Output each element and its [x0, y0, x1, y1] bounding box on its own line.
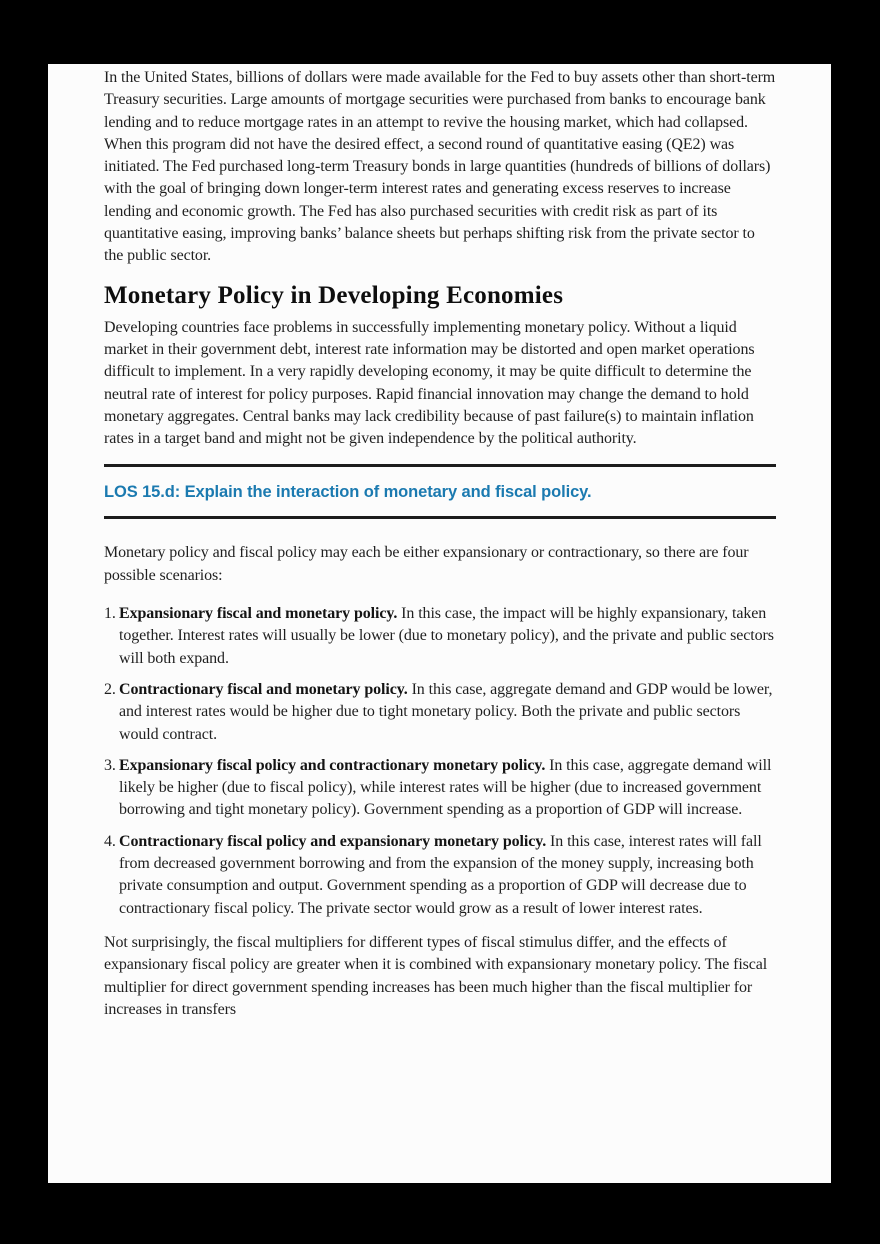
divider-above-los	[104, 464, 776, 467]
list-item-scenario-1	[104, 603, 776, 670]
list-item-body	[119, 679, 776, 746]
paragraph-developing-countries: Developing countries face problems in successfully implementing monetary policy. Without a liquid market in their government debt, interest rate information may be distorted and open market operations difficult to implement. In a very rapidly developing economy, it may be quite difficult to determine the neutral rate of interest for policy purposes. Rapid financial innovation may change the demand to hold monetary aggregates. Central banks may lack credibility because of past failure(s) to maintain inflation rates in a target band and might not be given independence by the political authority.	[104, 318, 755, 448]
list-item-lead: Contractionary fiscal and monetary policy.	[119, 680, 408, 698]
list-item-lead: Expansionary fiscal and monetary policy.	[119, 605, 398, 623]
list-item-number: 1.	[104, 605, 116, 623]
list-item-text: In this case, aggregate demand and GDP would be lower, and interest rates would be higher due to tight monetary policy. Both the private and public sectors would contract.	[119, 680, 773, 743]
list-item-number: 4.	[104, 832, 116, 850]
paragraph-scenarios-intro: Monetary policy and fiscal policy may each be either expansionary or contractionary, so there are four possible scenarios:	[104, 544, 749, 584]
list-item-lead: Contractionary fiscal policy and expansionary monetary policy.	[119, 832, 547, 850]
paragraph-fiscal-multipliers: Not surprisingly, the fiscal multipliers for different types of fiscal stimulus differ, and the effects of expansionary fiscal policy are greater when it is combined with expansionary monetary policy. The fiscal multiplier for direct government spending increases has been much higher than the fiscal multiplier for increases in transfers	[104, 933, 768, 1018]
list-item-body	[119, 755, 776, 822]
list-item-scenario-3	[104, 755, 776, 822]
section-heading-developing-economies: Monetary Policy in Developing Economies	[104, 281, 564, 309]
list-item-text: In this case, the impact will be highly expansionary, taken together. Interest rates will usually be lower (due to monetary policy), and the private and public sectors will both expand.	[119, 605, 774, 667]
document-page	[48, 64, 831, 1183]
divider-below-los	[104, 516, 776, 519]
list-item-body	[119, 831, 776, 920]
list-item-lead: Expansionary fiscal policy and contractionary monetary policy.	[119, 756, 546, 774]
list-item-body	[119, 603, 776, 670]
list-item-scenario-2	[104, 679, 776, 746]
list-item-text: In this case, interest rates will fall from decreased government borrowing and from the expansion of the money supply, increasing both private consumption and output. Government spending as a proportion of GDP will decrease due to contractionary fiscal policy. The private sector would grow as a result of lower interest rates.	[119, 832, 762, 917]
scenario-list	[104, 603, 776, 920]
los-statement: LOS 15.d: Explain the interaction of monetary and fiscal policy.	[104, 483, 592, 502]
paragraph-quantitative-easing: In the United States, billions of dollars were made available for the Fed to buy assets other than short-term Treasury securities. Large amounts of mortgage securities were purchased from banks to encourage bank lending and to reduce mortgage rates in an attempt to revive the housing market, which had collapsed. When this program did not have the desired effect, a second round of quantitative easing (QE2) was initiated. The Fed purchased long-term Treasury bonds in large quantities (hundreds of billions of dollars) with the goal of bringing down longer-term interest rates and generating excess reserves to increase lending and economic growth. The Fed has also purchased securities with credit risk as part of its quantitative easing, improving banks’ balance sheets but perhaps shifting risk from the private sector to the public sector.	[104, 69, 776, 265]
list-item-text: In this case, aggregate demand will likely be higher (due to fiscal policy), while interest rates will be higher (due to increased government borrowing and tight monetary policy). Government spending as a proportion of GDP will increase.	[119, 756, 772, 819]
list-item-number: 3.	[104, 756, 116, 774]
list-item-number: 2.	[104, 680, 116, 698]
list-item-scenario-4	[104, 831, 776, 920]
